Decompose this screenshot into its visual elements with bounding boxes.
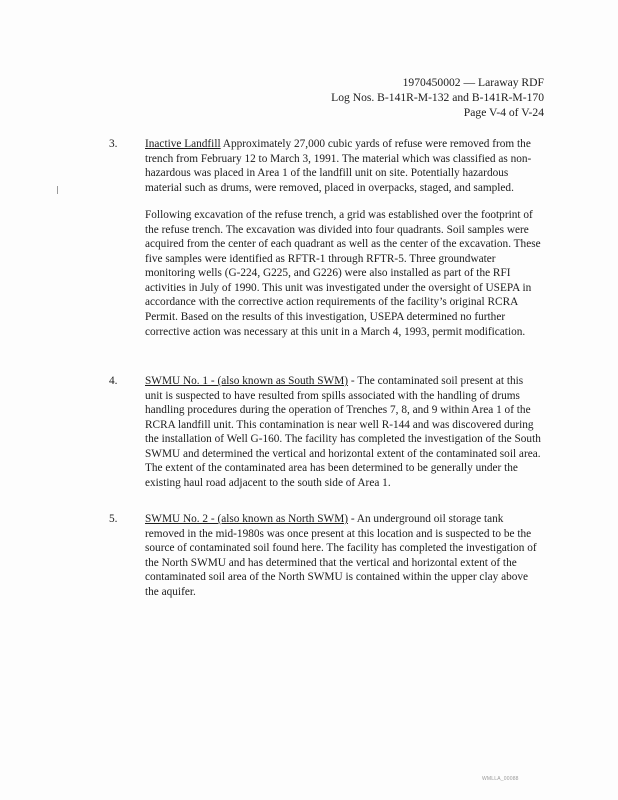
margin-mark <box>57 186 58 194</box>
item-text: - An underground oil storage tank removed in the mid-1980s was once present at this location and is suspected to be the source of contaminated soil found here. The facility has completed the investigation of the North SWMU and has determined that the vertical and horizontal extent of the contaminated soil area of the North SWMU is contained within the upper clay above the aquifer. <box>145 513 537 598</box>
item-title: Inactive Landfill <box>145 138 221 150</box>
item-paragraph <box>145 137 543 195</box>
item-text: - The contaminated soil present at this unit is suspected to have resulted from spills associated with the handling of drums handling procedures during the operation of Trenches 7, 8, and 9 within Area 1 of the RCRA landfill unit. This contamination is near well R-144 and was discovered during the installation of Well G-160. The facility has completed the investigation of the South SWMU and determined the vertical and horizontal extent of the contaminated soil area. The extent of the contaminated area has been determined to be generally under the existing haul road adjacent to the south side of Area 1. <box>145 375 541 489</box>
item-number: 5. <box>109 513 118 525</box>
item-body <box>145 374 543 490</box>
page-header <box>331 75 544 121</box>
item-title: SWMU No. 2 - (also known as North SWM) <box>145 513 349 525</box>
item-paragraph <box>145 374 543 490</box>
item-number: 4. <box>109 375 118 387</box>
item-paragraph <box>145 512 543 599</box>
list-item <box>109 137 543 339</box>
item-body <box>145 512 543 599</box>
header-page-number: Page V-4 of V-24 <box>463 106 544 120</box>
bates-stamp: WMLLA_00088 <box>482 776 519 782</box>
list-item <box>109 374 543 490</box>
item-paragraph-2: Following excavation of the refuse trench, a grid was established over the footprint of the refuse trench. The excavation was divided into four quadrants. Soil samples were acquired from the center of each quadrant as well as the center of the excavation. These five samples were identified as RFTR-1 through RFTR-5. Three groundwater monitoring wells (G-224, G225, and G226) were also installed as part of the RFI activities in July of 1990. This unit was investigated under the oversight of USEPA in accordance with the corrective action requirements of the facility’s original RCRA Permit. Based on the results of this investigation, USEPA determined no further corrective action was necessary at this unit in a March 4, 1993, permit modification. <box>145 209 541 338</box>
item-number: 3. <box>109 138 118 150</box>
item-text: Approximately 27,000 cubic yards of refuse were removed from the trench from February 12 to March 3, 1991. The material which was classified as non-hazardous was placed in Area 1 of the landfill unit on site. Potentially hazardous material such as drums, were removed, placed in overpacks, staged, and sampled. <box>145 138 532 194</box>
item-body <box>145 137 543 339</box>
header-log-numbers: Log Nos. B-141R-M-132 and B-141R-M-170 <box>331 91 544 105</box>
item-title: SWMU No. 1 - (also known as South SWM) <box>145 375 349 387</box>
list-item <box>109 512 543 599</box>
header-facility-id: 1970450002 — Laraway RDF <box>402 76 544 89</box>
